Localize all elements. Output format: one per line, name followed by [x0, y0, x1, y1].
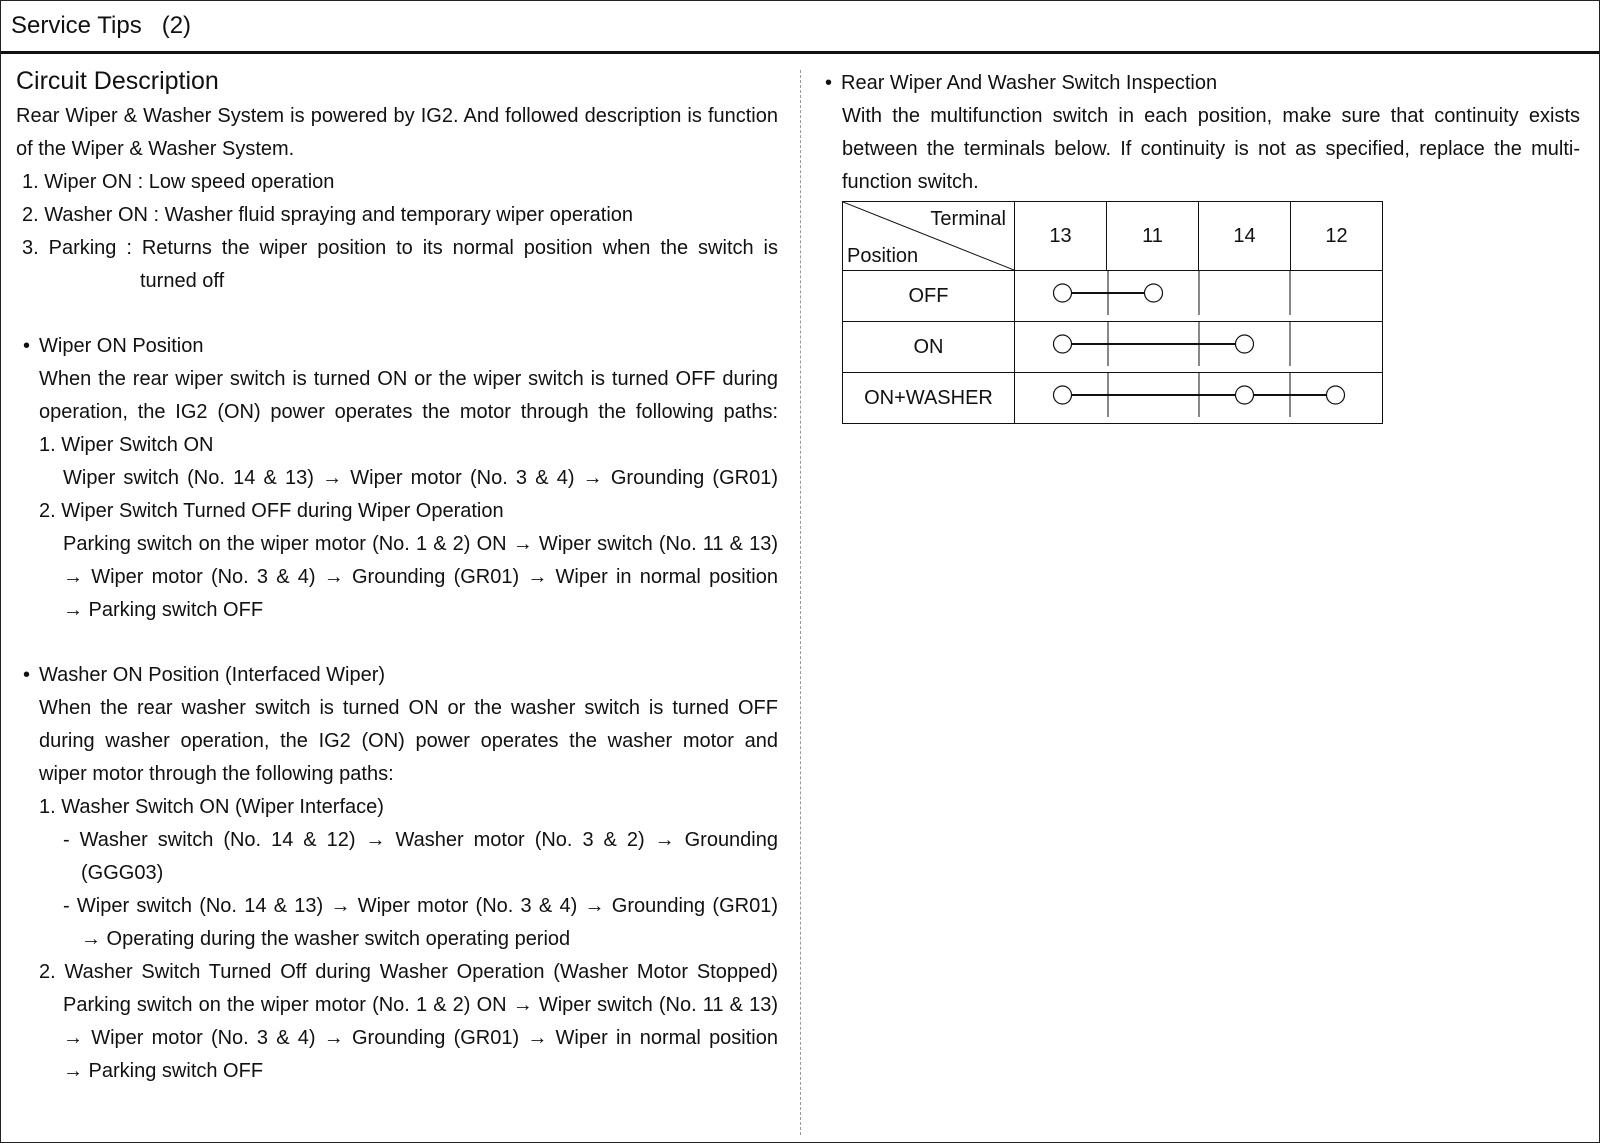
continuity-cell-on-washer [1015, 373, 1383, 424]
terminal-circle-13 [1053, 335, 1071, 353]
table-row [843, 373, 1383, 424]
header-corner-cell [843, 202, 1015, 271]
inspection-desc-2: between the terminals below. If continuity is not as specified, replace the multi- [842, 138, 1580, 160]
washer-step2-path-1: Parking switch on the wiper motor (No. 1 & 2) ON → Wiper switch (No. 11 & 13) [63, 994, 778, 1016]
wiper-on-desc-1: When the rear wiper switch is turned ON or the wiper switch is turned OFF during [39, 368, 778, 390]
page-header [1, 1, 1599, 54]
washer-step1-path-1-cont: (GGG03) [81, 862, 164, 884]
wiper-step2-path-1: Parking switch on the wiper motor (No. 1 & 2) ON → Wiper switch (No. 11 & 13) [63, 533, 778, 555]
terminal-header-13: 13 [1015, 202, 1107, 271]
terminal-circle-14 [1235, 335, 1253, 353]
position-cell-on-washer: ON+WASHER [843, 373, 1015, 424]
continuity-cell-on [1015, 322, 1383, 373]
position-cell-off: OFF [843, 271, 1015, 322]
page-title: Service Tips (2) [11, 12, 192, 39]
terminal-header-14: 14 [1199, 202, 1291, 271]
function-item-1: 1. Wiper ON : Low speed operation [22, 171, 335, 193]
intro-line-1: Rear Wiper & Washer System is powered by IG2. And followed description is function [16, 105, 778, 127]
washer-step1-path-1: - Washer switch (No. 14 & 12) → Washer motor (No. 3 & 2) → Grounding [63, 829, 778, 851]
corner-position-label: Position [847, 245, 919, 267]
terminal-circle-11 [1144, 284, 1162, 302]
washer-on-desc-2: during washer operation, the IG2 (ON) power operates the washer motor and [39, 730, 778, 752]
terminal-header-12: 12 [1291, 202, 1383, 271]
wiper-on-title: • Wiper ON Position [39, 335, 204, 358]
washer-step2-path-3: → Parking switch OFF [63, 1060, 264, 1082]
washer-on-title: • Washer ON Position (Interfaced Wiper) [39, 664, 385, 687]
table-row [843, 271, 1383, 322]
continuity-cell-off [1015, 271, 1383, 322]
wiper-step1-title: 1. Wiper Switch ON [39, 434, 214, 456]
inspection-desc-1: With the multifunction switch in each position, make sure that continuity exists [842, 105, 1580, 127]
circuit-description-heading: Circuit Description [16, 67, 219, 95]
table-row [843, 322, 1383, 373]
terminal-circle-14 [1235, 386, 1253, 404]
washer-step1-path-2: - Wiper switch (No. 14 & 13) → Wiper motor (No. 3 & 4) → Grounding (GR01) [63, 895, 778, 917]
continuity-diagram-on [1017, 322, 1381, 366]
function-item-2: 2. Washer ON : Washer fluid spraying and temporary wiper operation [22, 204, 634, 226]
column-divider [800, 70, 801, 1135]
wiper-step2-path-2: → Wiper motor (No. 3 & 4) → Grounding (GR01) → Wiper in normal position [63, 566, 778, 588]
function-item-3-cont: turned off [140, 270, 225, 292]
washer-step1-path-2-cont: → Operating during the washer switch operating period [81, 928, 571, 950]
corner-terminal-label: Terminal [930, 208, 1006, 230]
terminal-circle-12 [1326, 386, 1344, 404]
table-header-row [843, 202, 1383, 271]
terminal-header-11: 11 [1107, 202, 1199, 271]
washer-step2-path-2: → Wiper motor (No. 3 & 4) → Grounding (GR01) → Wiper in normal position [63, 1027, 778, 1049]
wiper-step2-title: 2. Wiper Switch Turned OFF during Wiper Operation [39, 500, 504, 522]
position-cell-on: ON [843, 322, 1015, 373]
continuity-diagram-off [1017, 271, 1381, 315]
washer-step1-title: 1. Washer Switch ON (Wiper Interface) [39, 796, 384, 818]
wiper-step1-path: Wiper switch (No. 14 & 13) → Wiper motor (No. 3 & 4) → Grounding (GR01) [63, 467, 778, 489]
terminal-circle-13 [1053, 284, 1071, 302]
inspection-desc-3: function switch. [842, 171, 979, 193]
terminal-circle-13 [1053, 386, 1071, 404]
washer-on-desc-3: wiper motor through the following paths: [39, 763, 394, 785]
continuity-diagram-on-washer [1017, 373, 1381, 417]
function-item-3: 3. Parking : Returns the wiper position to its normal position when the switch is [22, 237, 778, 259]
intro-line-2: of the Wiper & Washer System. [16, 138, 295, 160]
wiper-on-desc-2: operation, the IG2 (ON) power operates the motor through the following paths: [39, 401, 778, 423]
inspection-title: • Rear Wiper And Washer Switch Inspection [841, 72, 1217, 95]
wiper-step2-path-3: → Parking switch OFF [63, 599, 264, 621]
continuity-table [842, 201, 1383, 424]
washer-step2-title: 2. Washer Switch Turned Off during Washer Operation (Washer Motor Stopped) [39, 961, 778, 983]
washer-on-desc-1: When the rear washer switch is turned ON or the washer switch is turned OFF [39, 697, 778, 719]
